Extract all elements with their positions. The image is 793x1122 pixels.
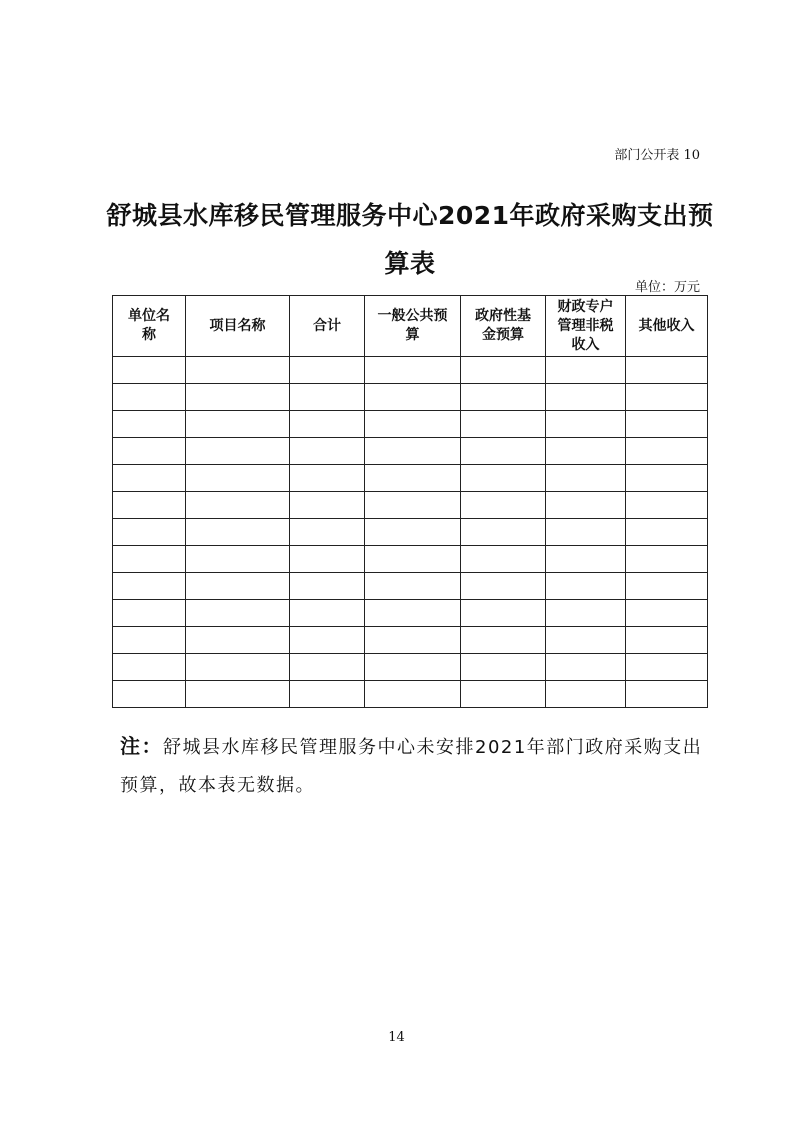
table-cell xyxy=(290,384,365,411)
table-row xyxy=(113,600,708,627)
table-cell xyxy=(365,384,461,411)
table-cell xyxy=(365,573,461,600)
table-cell xyxy=(290,357,365,384)
note xyxy=(120,727,710,805)
table-cell xyxy=(113,384,186,411)
table-header-row xyxy=(113,296,708,357)
table-cell xyxy=(546,627,626,654)
table-cell xyxy=(461,438,546,465)
table-cell xyxy=(365,681,461,708)
table-cell xyxy=(113,492,186,519)
form-number: 部门公开表 10 xyxy=(614,148,700,163)
table-cell xyxy=(290,438,365,465)
table-cell xyxy=(626,384,708,411)
table-cell xyxy=(461,411,546,438)
table-cell xyxy=(113,600,186,627)
table-cell xyxy=(461,681,546,708)
column-header-general-budget: 一般公共预算 xyxy=(365,296,461,357)
table-cell xyxy=(546,546,626,573)
table-row xyxy=(113,357,708,384)
table-body xyxy=(113,357,708,708)
table-cell xyxy=(290,573,365,600)
table-cell xyxy=(626,492,708,519)
table-cell xyxy=(626,546,708,573)
table-cell xyxy=(290,654,365,681)
table-cell xyxy=(461,465,546,492)
table-row xyxy=(113,627,708,654)
table-cell xyxy=(186,411,290,438)
table-cell xyxy=(113,681,186,708)
table-cell xyxy=(186,519,290,546)
column-header-total: 合计 xyxy=(290,296,365,357)
table-cell xyxy=(461,492,546,519)
table-row xyxy=(113,654,708,681)
table-cell xyxy=(365,465,461,492)
table-cell xyxy=(290,519,365,546)
table-cell xyxy=(461,519,546,546)
table-cell xyxy=(626,411,708,438)
column-header-project-name: 项目名称 xyxy=(186,296,290,357)
table-cell xyxy=(626,573,708,600)
table-cell xyxy=(290,681,365,708)
table-cell xyxy=(546,384,626,411)
page-title: 舒城县水库移民管理服务中心2021年政府采购支出预算表 xyxy=(106,201,714,278)
table-cell xyxy=(186,681,290,708)
table-row xyxy=(113,681,708,708)
column-header-fund-budget: 政府性基金预算 xyxy=(461,296,546,357)
table-cell xyxy=(626,438,708,465)
table-cell xyxy=(546,519,626,546)
table-cell xyxy=(186,573,290,600)
table-cell xyxy=(186,438,290,465)
table-cell xyxy=(365,546,461,573)
note-prefix: 注： xyxy=(120,734,163,758)
table-cell xyxy=(461,627,546,654)
table-cell xyxy=(290,546,365,573)
table-cell xyxy=(546,357,626,384)
table-cell xyxy=(113,411,186,438)
table-row xyxy=(113,546,708,573)
table-row xyxy=(113,492,708,519)
table-cell xyxy=(186,492,290,519)
table-cell xyxy=(290,600,365,627)
table-cell xyxy=(186,654,290,681)
table-cell xyxy=(290,492,365,519)
table-cell xyxy=(626,519,708,546)
table-cell xyxy=(290,465,365,492)
table-cell xyxy=(365,519,461,546)
column-header-non-tax-revenue: 财政专户管理非税收入 xyxy=(546,296,626,357)
table-row xyxy=(113,438,708,465)
table-cell xyxy=(461,384,546,411)
table-cell xyxy=(186,600,290,627)
column-header-unit-name: 单位名称 xyxy=(113,296,186,357)
table-cell xyxy=(186,384,290,411)
table-cell xyxy=(461,654,546,681)
table-cell xyxy=(626,681,708,708)
table-cell xyxy=(365,492,461,519)
table-cell xyxy=(461,357,546,384)
table-row xyxy=(113,411,708,438)
table-cell xyxy=(461,546,546,573)
table-cell xyxy=(290,411,365,438)
budget-table xyxy=(112,295,708,708)
table-cell xyxy=(113,627,186,654)
table-row xyxy=(113,519,708,546)
table-cell xyxy=(113,438,186,465)
table-cell xyxy=(546,438,626,465)
table-cell xyxy=(546,411,626,438)
table-cell xyxy=(113,357,186,384)
table-cell xyxy=(626,465,708,492)
table-cell xyxy=(113,519,186,546)
table-cell xyxy=(546,465,626,492)
table-cell xyxy=(546,654,626,681)
table-cell xyxy=(546,492,626,519)
table-cell xyxy=(461,600,546,627)
table-cell xyxy=(290,627,365,654)
table-cell xyxy=(626,600,708,627)
table-cell xyxy=(365,438,461,465)
table-cell xyxy=(546,573,626,600)
table-cell xyxy=(626,357,708,384)
table-cell xyxy=(626,654,708,681)
table-cell xyxy=(546,600,626,627)
table-cell xyxy=(186,465,290,492)
table-cell xyxy=(626,627,708,654)
table-cell xyxy=(461,573,546,600)
page-number: 14 xyxy=(388,1030,405,1045)
table-cell xyxy=(365,654,461,681)
table-cell xyxy=(113,546,186,573)
table-cell xyxy=(113,573,186,600)
column-header-other-income: 其他收入 xyxy=(626,296,708,357)
table-row xyxy=(113,465,708,492)
note-text: 舒城县水库移民管理服务中心未安排2021年部门政府采购支出预算，故本表无数据。 xyxy=(120,737,703,796)
table-cell xyxy=(546,681,626,708)
table-row xyxy=(113,384,708,411)
table-cell xyxy=(365,627,461,654)
table-cell xyxy=(186,546,290,573)
table-cell xyxy=(186,357,290,384)
table-cell xyxy=(365,411,461,438)
unit-label: 单位：万元 xyxy=(634,280,700,295)
table-cell xyxy=(113,654,186,681)
table-cell xyxy=(113,465,186,492)
table-cell xyxy=(186,627,290,654)
table-cell xyxy=(365,600,461,627)
table-cell xyxy=(365,357,461,384)
table-row xyxy=(113,573,708,600)
